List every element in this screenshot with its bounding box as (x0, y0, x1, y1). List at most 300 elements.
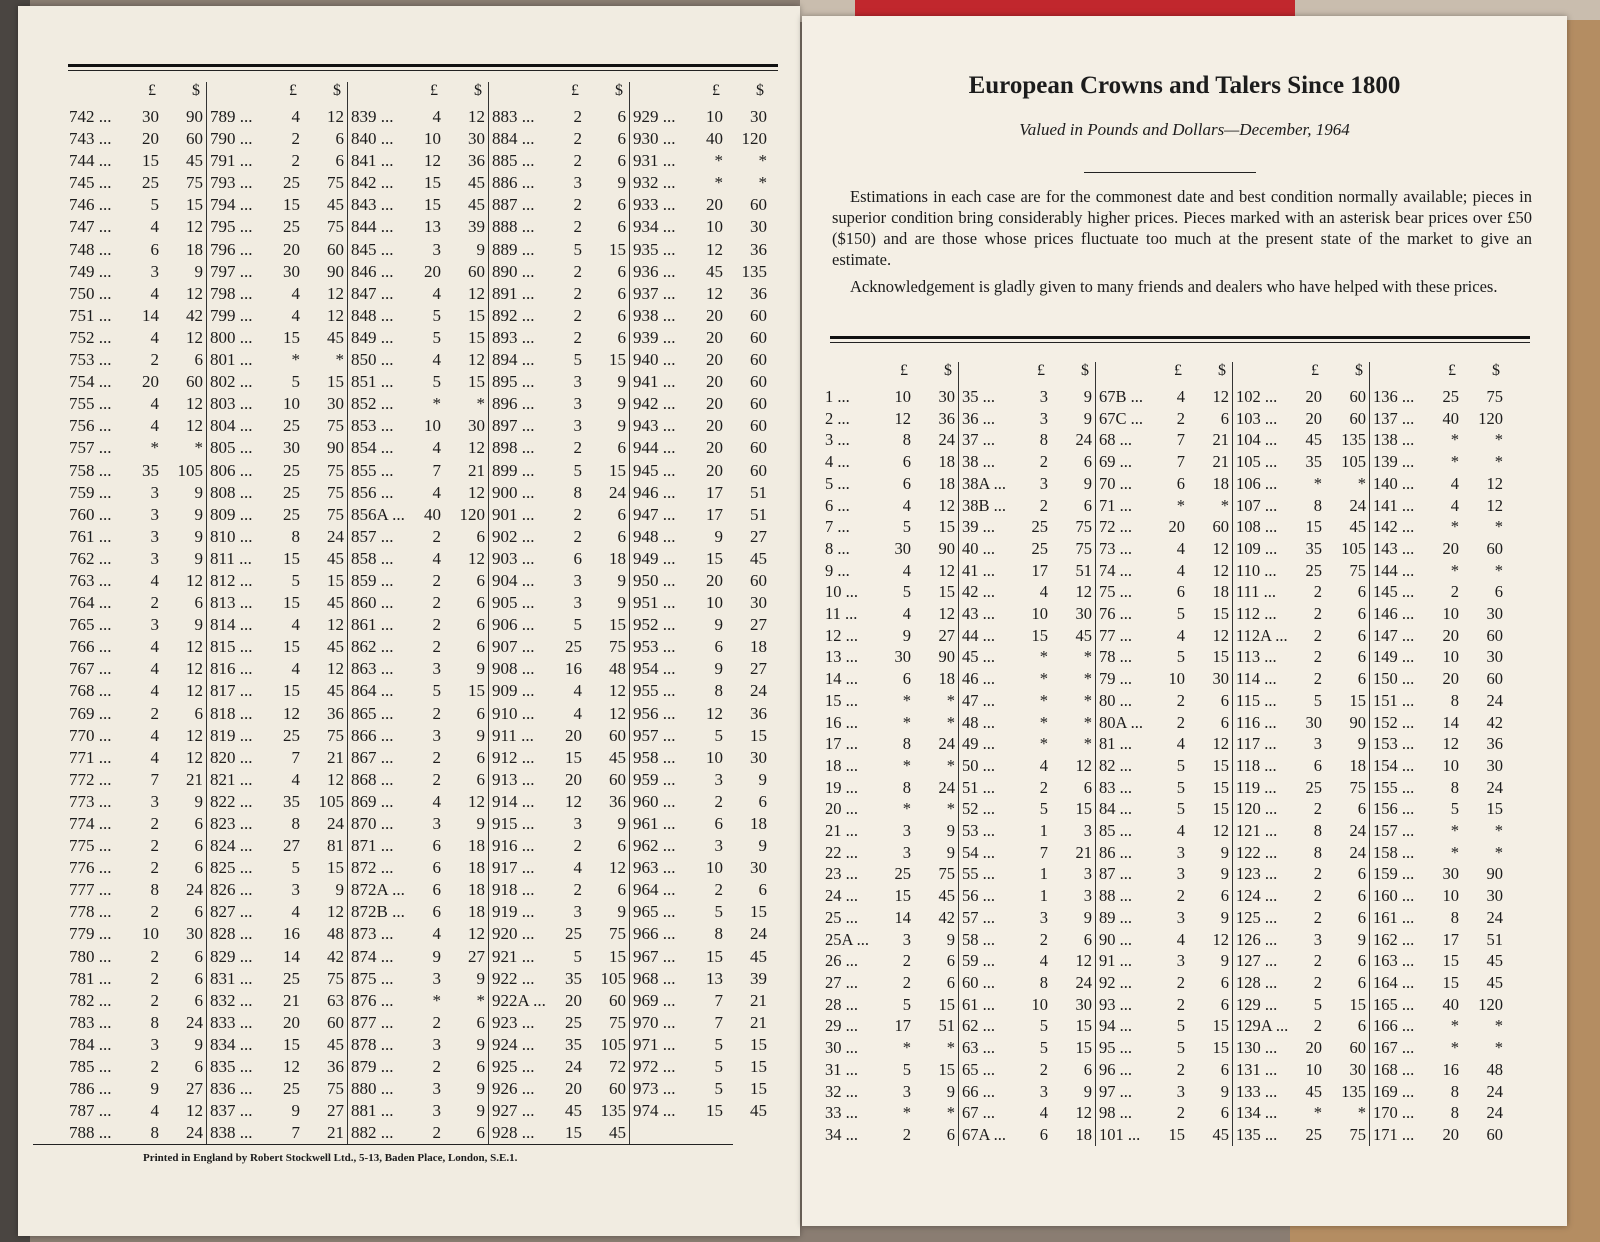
catalog-number: 970 ... (633, 1012, 676, 1032)
catalog-number: 903 ... (492, 548, 535, 568)
price-row (630, 327, 770, 349)
catalog-number: 919 ... (492, 902, 535, 922)
price-row (489, 658, 629, 680)
dollar-value: 15 (1212, 647, 1229, 667)
pound-value: 5 (902, 582, 911, 602)
catalog-number: 854 ... (351, 438, 394, 458)
pound-value: 2 (1313, 1016, 1322, 1036)
pound-value: 2 (573, 151, 582, 171)
pound-value: 10 (283, 394, 300, 414)
pound-value: 2 (432, 1123, 441, 1143)
price-column (66, 82, 206, 1144)
pound-value: * (1176, 495, 1185, 515)
dollar-value: 15 (938, 582, 955, 602)
pound-value: 4 (902, 495, 911, 515)
catalog-number: 949 ... (633, 548, 676, 568)
catalog-number: 128 ... (1236, 972, 1278, 992)
price-row (1370, 907, 1506, 929)
pound-value: * (902, 712, 911, 732)
dollar-value: 30 (186, 924, 203, 944)
dollar-value: 12 (327, 283, 344, 303)
dollar-value: 9 (1357, 929, 1366, 949)
dollar-value: 18 (1075, 1124, 1092, 1144)
dollar-value: * (1083, 734, 1092, 754)
price-row (489, 747, 629, 769)
price-row (1096, 733, 1232, 755)
catalog-number: 898 ... (492, 438, 535, 458)
catalog-number: 871 ... (351, 836, 394, 856)
price-row (66, 415, 206, 437)
catalog-number: 925 ... (492, 1057, 535, 1077)
dollar-value: 6 (1357, 951, 1366, 971)
catalog-number: 98 ... (1099, 1103, 1132, 1123)
pound-value: 2 (573, 283, 582, 303)
catalog-number: 865 ... (351, 703, 394, 723)
pound-value: * (1450, 1038, 1459, 1058)
pound-value: 3 (432, 1101, 441, 1121)
catalog-number: 851 ... (351, 372, 394, 392)
dollar-value: 15 (1349, 690, 1366, 710)
price-column (1095, 362, 1232, 1146)
price-row (66, 968, 206, 990)
catalog-number: 831 ... (210, 968, 253, 988)
catalog-number: 916 ... (492, 836, 535, 856)
catalog-number: 78 ... (1099, 647, 1132, 667)
price-row (489, 393, 629, 415)
price-row (66, 791, 206, 813)
dollar-value: 9 (1357, 734, 1366, 754)
pound-value: 3 (573, 173, 582, 193)
catalog-number: 947 ... (633, 504, 676, 524)
price-table-left (66, 82, 770, 1144)
column-header (1233, 362, 1369, 386)
dollar-value: 60 (750, 350, 767, 370)
dollar-value: 30 (327, 394, 344, 414)
price-row (1370, 538, 1506, 560)
dollar-value: 30 (750, 858, 767, 878)
dollar-value: 6 (1220, 972, 1229, 992)
price-row (630, 106, 770, 128)
dollar-value: 9 (946, 842, 955, 862)
dollar-value: 75 (327, 173, 344, 193)
price-row (1096, 625, 1232, 647)
dollar-value: 45 (1486, 951, 1503, 971)
price-row (630, 703, 770, 725)
catalog-number: 27 ... (825, 972, 858, 992)
price-row (1233, 712, 1369, 734)
dollar-value: 18 (186, 239, 203, 259)
pound-value: 3 (291, 880, 300, 900)
pound-value: 20 (142, 372, 159, 392)
price-row (348, 946, 488, 968)
catalog-number: 4 ... (825, 452, 850, 472)
catalog-number: 2 ... (825, 408, 850, 428)
catalog-number: 926 ... (492, 1079, 535, 1099)
pound-value: 14 (1442, 712, 1459, 732)
dollar-value: 18 (750, 814, 767, 833)
pound-value: 4 (432, 107, 441, 126)
pound-value: 4 (1039, 582, 1048, 602)
catalog-number: 791 ... (210, 151, 253, 171)
pound-value: 3 (1039, 408, 1048, 428)
price-row (66, 658, 206, 680)
catalog-number: 121 ... (1236, 821, 1278, 841)
pound-value: 6 (902, 473, 911, 493)
pound-value: 4 (150, 394, 159, 414)
catalog-number: 868 ... (351, 769, 394, 789)
price-row (959, 820, 1095, 842)
price-row (959, 1037, 1095, 1059)
dollar-value: 12 (468, 924, 485, 944)
pound-value: 2 (573, 438, 582, 458)
pound-value: 15 (1168, 1124, 1185, 1144)
catalog-number: 55 ... (962, 864, 995, 884)
dollar-value: 45 (1212, 1124, 1229, 1144)
price-row (822, 820, 958, 842)
pound-value: 5 (291, 858, 300, 878)
price-row (207, 747, 347, 769)
price-row (630, 283, 770, 305)
price-row (1233, 625, 1369, 647)
pound-value: 5 (573, 239, 582, 259)
price-row (822, 473, 958, 495)
catalog-number: 169 ... (1373, 1081, 1415, 1101)
dollar-value: 6 (1357, 886, 1366, 906)
dollar-value: 6 (617, 195, 626, 215)
price-row (1096, 1059, 1232, 1081)
catalog-number: 149 ... (1373, 647, 1415, 667)
dollar-value: 120 (1478, 994, 1503, 1014)
catalog-number: 811 ... (210, 548, 252, 568)
price-row (1370, 429, 1506, 451)
price-row (822, 733, 958, 755)
column-header (1370, 362, 1506, 386)
pound-value: 2 (1176, 690, 1185, 710)
price-row (348, 150, 488, 172)
pound-value: 25 (1305, 777, 1322, 797)
price-row (822, 929, 958, 951)
catalog-number: 158 ... (1373, 842, 1415, 862)
dollar-value: 15 (468, 372, 485, 392)
pound-value: 8 (714, 924, 723, 944)
catalog-number: 954 ... (633, 659, 676, 679)
dollar-value: 75 (609, 637, 626, 657)
price-row (1233, 1015, 1369, 1037)
pound-value: 4 (1450, 495, 1459, 515)
pound-value: 4 (432, 350, 441, 370)
pound-value: 2 (573, 327, 582, 347)
catalog-number: 74 ... (1099, 560, 1132, 580)
dollar-value: 9 (617, 173, 626, 193)
dollar-value: 6 (1083, 1059, 1092, 1079)
catalog-number: 767 ... (69, 659, 112, 679)
pound-value: 2 (1039, 929, 1048, 949)
price-row (1233, 972, 1369, 994)
catalog-number: 755 ... (69, 394, 112, 414)
catalog-number: 942 ... (633, 394, 676, 414)
catalog-number: 166 ... (1373, 1016, 1415, 1036)
dollar-value: 30 (750, 747, 767, 767)
price-row (66, 1056, 206, 1078)
dollar-value: 12 (468, 283, 485, 303)
catalog-number: 38A ... (962, 473, 1007, 493)
catalog-number: 789 ... (210, 107, 253, 126)
dollar-value: 45 (327, 637, 344, 657)
price-row (1096, 451, 1232, 473)
pound-value: 4 (432, 548, 441, 568)
pound-value: 8 (1039, 430, 1048, 450)
dollar-value: 45 (327, 681, 344, 701)
pound-value: 6 (1039, 1124, 1048, 1144)
pound-value: 20 (424, 261, 441, 281)
dollar-value: 75 (1349, 560, 1366, 580)
dollar-value: 24 (1486, 690, 1503, 710)
pound-value: 15 (283, 195, 300, 215)
bottom-rule (33, 1144, 733, 1145)
pound-value: 7 (1176, 452, 1185, 472)
dollar-value: 15 (938, 517, 955, 537)
catalog-number: 895 ... (492, 372, 535, 392)
dollar-value: 30 (1075, 604, 1092, 624)
pound-value: 45 (706, 261, 723, 281)
catalog-number: 861 ... (351, 615, 394, 635)
dollar-header: $ (1355, 362, 1363, 379)
catalog-number: 813 ... (210, 593, 253, 613)
pound-value: 3 (1039, 1081, 1048, 1101)
pound-value: 17 (706, 482, 723, 502)
pound-value: 1 (1039, 864, 1048, 884)
catalog-number: 124 ... (1236, 886, 1278, 906)
price-row (959, 516, 1095, 538)
price-row (822, 777, 958, 799)
dollar-value: 6 (476, 615, 485, 635)
catalog-number: 751 ... (69, 305, 112, 325)
dollar-value: 15 (609, 350, 626, 370)
catalog-number: 822 ... (210, 791, 253, 811)
catalog-number: 884 ... (492, 129, 535, 149)
catalog-number: 790 ... (210, 129, 253, 149)
price-row (1233, 1081, 1369, 1103)
dollar-value: 27 (468, 946, 485, 966)
pound-value: 3 (150, 1034, 159, 1054)
price-row (1096, 538, 1232, 560)
price-row (959, 603, 1095, 625)
dollar-value: 9 (476, 725, 485, 745)
pound-value: * (432, 990, 441, 1010)
pound-value: 4 (432, 482, 441, 502)
price-row (489, 614, 629, 636)
dollar-value: 6 (194, 902, 203, 922)
pound-value: 35 (283, 791, 300, 811)
dollar-value: 15 (1212, 777, 1229, 797)
dollar-value: 24 (327, 526, 344, 546)
dollar-value: * (1494, 517, 1503, 537)
price-row (1370, 473, 1506, 495)
dollar-value: * (1494, 452, 1503, 472)
price-row (1233, 473, 1369, 495)
pound-value: 2 (432, 703, 441, 723)
catalog-number: 26 ... (825, 951, 858, 971)
pound-value: 30 (1305, 712, 1322, 732)
dollar-value: 15 (468, 327, 485, 347)
dollar-value: 6 (1083, 929, 1092, 949)
pound-value: 2 (1313, 799, 1322, 819)
pound-value: 2 (1176, 408, 1185, 428)
price-row (348, 172, 488, 194)
dollar-value: * (946, 755, 955, 775)
dollar-value: 12 (609, 681, 626, 701)
price-row (1370, 646, 1506, 668)
catalog-number: 65 ... (962, 1059, 995, 1079)
pound-value: 25 (1031, 538, 1048, 558)
dollar-value: 36 (750, 239, 767, 259)
dollar-value: 6 (476, 1057, 485, 1077)
price-row (1233, 733, 1369, 755)
dollar-value: * (1494, 1016, 1503, 1036)
price-row (959, 473, 1095, 495)
price-row (489, 791, 629, 813)
price-row (1370, 408, 1506, 430)
pound-value: 5 (1176, 604, 1185, 624)
price-row (1370, 1037, 1506, 1059)
catalog-number: 783 ... (69, 1012, 112, 1032)
catalog-number: 796 ... (210, 239, 253, 259)
dollar-value: 36 (750, 283, 767, 303)
price-row (348, 879, 488, 901)
pound-value: 5 (1313, 994, 1322, 1014)
pound-value: 3 (1176, 864, 1185, 884)
catalog-number: 32 ... (825, 1081, 858, 1101)
pound-value: 10 (1168, 669, 1185, 689)
catalog-number: 111 ... (1236, 582, 1277, 602)
pound-value: 4 (150, 637, 159, 657)
catalog-number: 70 ... (1099, 473, 1132, 493)
price-row (348, 570, 488, 592)
pound-value: 15 (283, 593, 300, 613)
pound-value: 8 (1450, 690, 1459, 710)
price-row (66, 570, 206, 592)
pound-value: 3 (150, 548, 159, 568)
price-row (66, 150, 206, 172)
dollar-value: 15 (1075, 799, 1092, 819)
dollar-value: 45 (750, 548, 767, 568)
price-row (630, 835, 770, 857)
catalog-number: 972 ... (633, 1057, 676, 1077)
pound-value: 10 (1442, 755, 1459, 775)
catalog-number: 800 ... (210, 327, 253, 347)
catalog-number: 143 ... (1373, 538, 1415, 558)
catalog-number: 858 ... (351, 548, 394, 568)
pound-value: 5 (902, 517, 911, 537)
price-row (207, 813, 347, 835)
dollar-value: 9 (617, 902, 626, 922)
price-row (207, 703, 347, 725)
dollar-value: 6 (194, 350, 203, 370)
catalog-number: 73 ... (1099, 538, 1132, 558)
pound-value: 5 (1176, 1038, 1185, 1058)
price-row (959, 1081, 1095, 1103)
catalog-number: 952 ... (633, 615, 676, 635)
price-row (959, 798, 1095, 820)
pound-value: 9 (902, 625, 911, 645)
catalog-number: 834 ... (210, 1034, 253, 1054)
price-row (348, 747, 488, 769)
dollar-value: 18 (468, 880, 485, 900)
pound-value: * (1039, 647, 1048, 667)
price-row (207, 636, 347, 658)
price-row (1370, 560, 1506, 582)
pound-value: * (1039, 712, 1048, 732)
catalog-number: 786 ... (69, 1079, 112, 1099)
dollar-value: 9 (1083, 408, 1092, 428)
dollar-value: 36 (750, 703, 767, 723)
pound-value: 12 (565, 791, 582, 811)
pound-value: 10 (1031, 994, 1048, 1014)
pound-value: 20 (283, 239, 300, 259)
price-row (630, 548, 770, 570)
dollar-value: 6 (335, 151, 344, 171)
price-row (66, 813, 206, 835)
price-row (1096, 994, 1232, 1016)
pound-value: 5 (1313, 690, 1322, 710)
pound-value: 3 (1176, 951, 1185, 971)
dollar-value: 24 (1486, 1081, 1503, 1101)
price-row (207, 658, 347, 680)
pound-value: 5 (714, 902, 723, 922)
dollar-value: 6 (617, 283, 626, 303)
dollar-value: 27 (186, 1079, 203, 1099)
dollar-value: 6 (194, 968, 203, 988)
price-row (959, 733, 1095, 755)
price-row (959, 690, 1095, 712)
catalog-number: 36 ... (962, 408, 995, 428)
dollar-value: 75 (186, 173, 203, 193)
price-row (1096, 777, 1232, 799)
catalog-number: 54 ... (962, 842, 995, 862)
dollar-value: 6 (617, 526, 626, 546)
dollar-value: 9 (946, 1081, 955, 1101)
dollar-value: 6 (617, 880, 626, 900)
dollar-value: 6 (1220, 1059, 1229, 1079)
column-header (489, 82, 629, 106)
price-row (207, 371, 347, 393)
dollar-value: 6 (194, 814, 203, 833)
price-column (1369, 362, 1506, 1146)
price-row (207, 879, 347, 901)
pound-value: 2 (1313, 951, 1322, 971)
pound-value: 3 (573, 814, 582, 833)
pound-value: 6 (432, 880, 441, 900)
pound-value: 20 (706, 438, 723, 458)
pound-value: 8 (1313, 495, 1322, 515)
catalog-number: 853 ... (351, 416, 394, 436)
dollar-value: 15 (1212, 1016, 1229, 1036)
catalog-number: 894 ... (492, 350, 535, 370)
dollar-value: 6 (617, 129, 626, 149)
dollar-value: 90 (186, 107, 203, 126)
price-row (1096, 429, 1232, 451)
dollar-value: 6 (476, 747, 485, 767)
dollar-value: 60 (750, 438, 767, 458)
dollar-value: 15 (609, 615, 626, 635)
price-row (822, 972, 958, 994)
dollar-value: 30 (938, 387, 955, 406)
pound-value: 4 (432, 283, 441, 303)
catalog-number: 164 ... (1373, 972, 1415, 992)
price-column (206, 82, 347, 1144)
catalog-number: 29 ... (825, 1016, 858, 1036)
catalog-number: 79 ... (1099, 669, 1132, 689)
